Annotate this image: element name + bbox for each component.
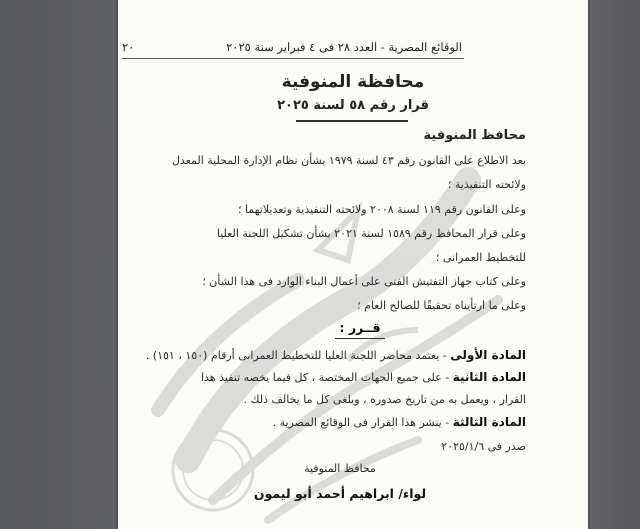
issuer-label: محافظ المنوفية <box>423 128 526 143</box>
preamble-line: ولائحته التنفيذية ؛ <box>447 178 526 191</box>
decides-underline <box>335 338 385 339</box>
preamble-line: وعلى قرار المحافظ رقم ١٥٨٩ لسنة ٢٠٢١ بشأن تشكيل اللجنة العليا <box>216 227 526 240</box>
article-label: المادة الأولى <box>450 348 526 362</box>
header-divider <box>122 58 464 59</box>
governorate-title: محافظة المنوفية <box>281 72 425 92</box>
article-text: - ينشر هذا القرار فى الوقائع المصرية . <box>272 416 453 429</box>
article-text: - على جميع الجهات المختصة ، كل فيما يخصه تنفيذ هذا <box>200 371 453 384</box>
signature-title: محافظ المنوفية <box>304 462 376 475</box>
decision-title: قرار رقم ٥٨ لسنة ٢٠٢٥ <box>277 98 429 113</box>
article-3 <box>273 415 526 429</box>
gazette-line: الوقائع المصرية - العدد ٢٨ فى ٤ فبراير سنة ٢٠٢٥ <box>226 40 462 54</box>
decides-heading: قــرر : <box>339 320 381 335</box>
title-underline <box>296 120 408 122</box>
preamble-line: وعلى القانون رقم ١١٩ لسنة ٢٠٠٨ ولائحته التنفيذية وتعديلاتهما ؛ <box>237 203 526 216</box>
article-2-continuation: القرار ، ويعمل به من تاريخ صدوره ، ويلغى كل ما يخالف ذلك . <box>243 393 526 406</box>
article-label: المادة الثانية <box>452 370 526 384</box>
running-header <box>122 40 462 54</box>
preamble-line: وعلى كتاب جهاز التفتيش الفنى على أعمال البناء الوارد فى هذا الشأن ؛ <box>202 275 526 288</box>
preamble-line: بعد الاطلاع على القانون رقم ٤٣ لسنة ١٩٧٩ بشأن نظام الإدارة المحلية المعدل <box>171 154 526 167</box>
article-1 <box>146 348 526 362</box>
article-2 <box>201 370 526 384</box>
viewer-left-margin <box>0 0 118 529</box>
signature-name: لواء/ ابراهيم أحمد أبو ليمون <box>253 486 427 501</box>
article-text: - يعتمد محاضر اللجنة العليا للتخطيط العمرانى أرقام (١٥٠ ، ١٥١) . <box>145 349 451 362</box>
preamble-line: وعلى ما ارتأيناه تحقيقًا للصالح العام ؛ <box>357 299 526 312</box>
preamble-line: للتخطيط العمرانى ؛ <box>435 251 526 264</box>
viewer-right-margin <box>588 0 640 529</box>
page-number: ٢٠ <box>122 40 135 54</box>
article-label: المادة الثالثة <box>452 415 526 429</box>
issue-date: صدر فى ٢٠٢٥/١/٦ <box>441 440 526 453</box>
